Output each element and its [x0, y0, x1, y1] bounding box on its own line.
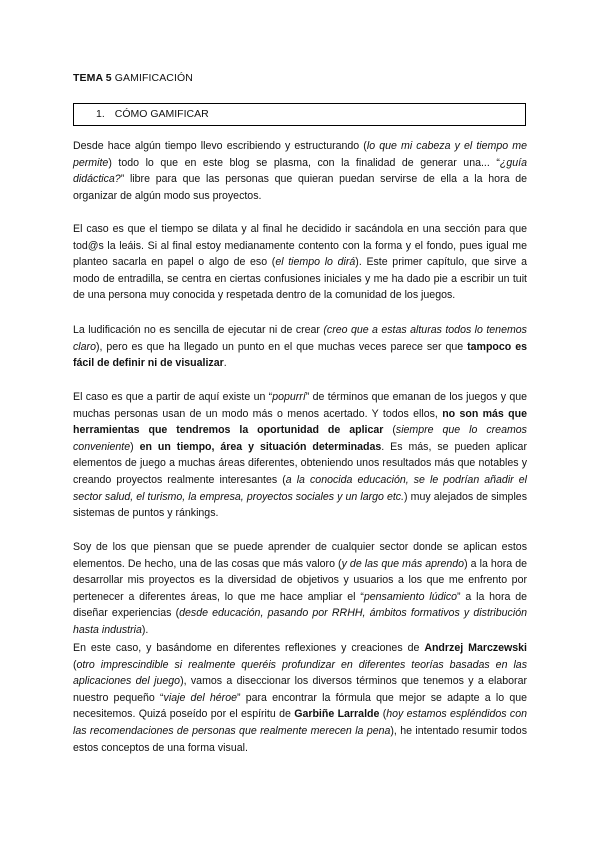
p6-bold-1: Andrzej Marczewski [424, 642, 527, 654]
p1-italic-1: lo que mi cabeza y el tiempo me permite [73, 140, 527, 169]
p4-text-4: ) [130, 440, 140, 453]
paragraph-2 [73, 221, 527, 304]
p6-text-3: ), vamos a diseccionar los diversos términos que tenemos y a elaborar nuestro pequeño “ [73, 675, 528, 704]
paragraph-5 [73, 539, 527, 639]
paragraph-3 [73, 322, 527, 372]
p3-text-2: ), pero es que ha llegado un punto en el que muchas veces parece ser que [95, 340, 468, 353]
p4-italic-3: a la conocida educación, se le podrían añadir el sector salud, el turismo, la empresa, proyectos sociales y un largo etc. [73, 473, 527, 503]
paragraph-4 [73, 389, 527, 522]
p4-text-1: El caso es que a partir de aquí existe un “ [73, 391, 273, 403]
p6-text-4: ” para encontrar la fórmula que mejor se adapte a lo que necesitemos. Quizá poseído por el espíritu de [73, 691, 528, 721]
p2-text-2: ). Este primer capítulo, que sirve a modo de entradilla, se centra en ciertas confusiones iniciales y me ha dado pie a escribir un tuit de una persona muy conocida y respetada dentro de la comunidad de los juegos. [73, 256, 528, 302]
p6-italic-2: viaje del héroe [163, 691, 237, 704]
p4-text-3: ( [383, 424, 396, 437]
p5-text-3: ” a la hora de diseñar experiencias ( [73, 590, 527, 620]
p1-text-3: ” libre para que las personas que quieran puedan servirse de ella a la hora de organizar de algún modo sus proyectos. [73, 173, 527, 202]
p5-text-2: ) a la hora de desarrollar mis proyectos es la diversidad de objetivos y usuarios a los que me enfrento por pertenecer a diferentes áreas, lo que me hace ampliar el “ [73, 557, 527, 603]
p6-text-5: ( [379, 708, 387, 721]
p4-text-5: . Es más, se pueden aplicar elementos de juego a muchas áreas diferentes, obteniendo unos resultados más que notables y creando proyectos realmente interesantes ( [73, 440, 527, 486]
p6-italic-3: hoy estamos espléndidos con las recomendaciones de personas que realmente merecen la pena [73, 708, 527, 737]
p1-text-1: Desde hace algún tiempo llevo escribiendo y estructurando ( [73, 140, 367, 152]
p4-text-2: ” de términos que emanan de los juegos y que muchas personas usan de un modo más o menos acertado. Y todos ellos, [73, 391, 527, 420]
p3-bold-1: tampoco es fácil de definir ni de visualizar [73, 340, 527, 370]
p1-text-2: ) todo lo que en este blog se plasma, con la finalidad de generar una... “ [108, 156, 500, 169]
p6-bold-2: Garbiñe Larralde [294, 708, 380, 721]
p4-italic-2: siempre que lo creamos conveniente [73, 424, 527, 453]
section-number: 1. [96, 108, 105, 120]
p1-italic-2: ¿guía didáctica? [73, 156, 527, 186]
p5-text-4: ). [141, 623, 149, 636]
document-title [73, 72, 193, 84]
tema-title: GAMIFICACIÓN [114, 72, 193, 84]
paragraph-6 [73, 640, 527, 756]
paragraph-1 [73, 138, 527, 204]
section-title: CÓMO GAMIFICAR [114, 108, 209, 120]
p5-italic-3: desde educación, pasando por RRHH, ámbitos formativos y distribución hasta industria [73, 607, 527, 636]
tema-label: TEMA 5 [73, 72, 112, 84]
p2-italic-1: el tiempo lo dirá [275, 256, 356, 269]
p5-italic-2: pensamiento lúdico [363, 590, 458, 603]
p6-italic-1: otro imprescindible si realmente queréis profundizar en diferentes teorías basadas en las aplicaciones del juego [73, 658, 527, 688]
p4-bold-1: no son más que herramientas que tendremos la oportunidad de aplicar [73, 407, 527, 437]
p3-text-3: . [223, 357, 227, 370]
p6-text-1: En este caso, y basándome en diferentes reflexiones y creaciones de [73, 642, 425, 654]
p3-italic-1: (creo que a estas alturas todos lo tenemos claro [73, 324, 527, 353]
p2-text-1: El caso es que el tiempo se dilata y al final he decidido ir sacándola en una sección para que tod@s la leáis. Si al final estoy medianamente contento con la forma y el fondo, pues igual me planteo sacarla en papel o algo de eso ( [73, 223, 527, 269]
p6-text-6: ), he intentado resumir todos estos conceptos de una forma visual. [73, 724, 527, 754]
p6-text-2: ( [73, 658, 77, 671]
p5-text-1: Soy de los que piensan que se puede aprender de cualquier sector donde se aplican estos elementos. De hecho, una de las cosas que más valoro ( [73, 541, 527, 570]
section-heading-box [73, 103, 526, 126]
p4-text-6: ) muy alejados de simples sistemas de puntos y ránkings. [73, 490, 527, 520]
p4-bold-2: en un tiempo, área y situación determinadas [139, 440, 382, 453]
p3-text-1: La ludificación no es sencilla de ejecutar ni de crear [73, 324, 324, 336]
p4-italic-1: popurrí [272, 391, 306, 403]
p5-italic-1: y de las que más aprendo [341, 557, 465, 570]
